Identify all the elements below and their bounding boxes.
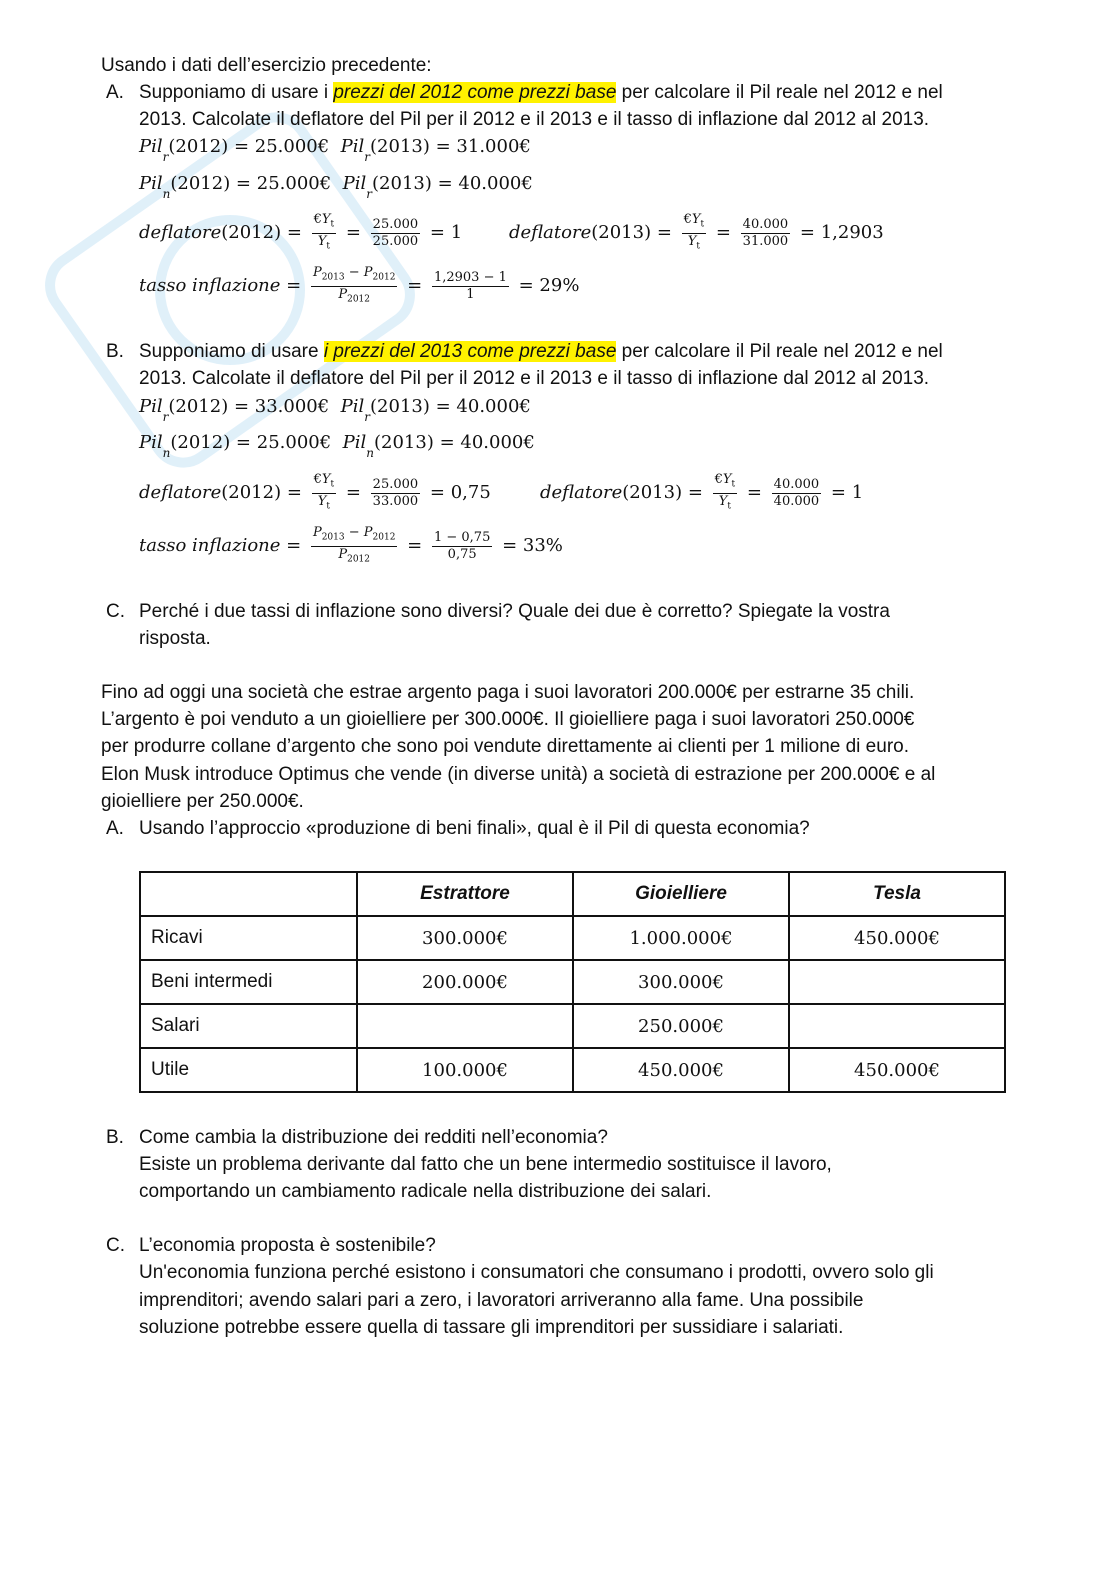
part-a-question-line2: 2013. Calcolate il deflatore del Pil per il 2012 e il 2013 e il tasso di inflazione dal 2012 al 2013. <box>139 109 930 130</box>
part-a-pil-real: Pil$_r$(2012) = 25.000€ Pil$_r$(2013) = 31.000€ <box>139 136 531 164</box>
table-cell: 450.000€ <box>789 916 1005 960</box>
ex2-paragraph-line: L’argento è poi venduto a un gioielliere per 300.000€. Il gioielliere paga i suoi lavoratori 250.000€ <box>101 709 915 730</box>
table-cell: 300.000€ <box>357 916 573 960</box>
table-header-cell: Estrattore <box>357 872 573 916</box>
table-header-cell: Gioielliere <box>573 872 789 916</box>
part-b-pil-real: Pil$_r$(2012) = 33.000€ Pil$_r$(2013) = 40.000€ <box>139 396 531 424</box>
table-row <box>140 916 1005 960</box>
ex2-paragraph-line: gioielliere per 250.000€. <box>101 791 304 812</box>
ex2-paragraph-line: per produrre collane d’argento che sono poi vendute direttamente ai clienti per 1 milione di euro. <box>101 736 909 757</box>
ex2-paragraph-line: Elon Musk introduce Optimus che vende (in diverse unità) a società di estrazione per 200.000€ e al <box>101 764 936 785</box>
ex2-c-question: L’economia proposta è sostenibile? <box>139 1235 436 1256</box>
table-header-row <box>140 872 1005 916</box>
table-cell: 1.000.000€ <box>573 916 789 960</box>
part-b-deflator-2012: deflatore(2012) = $\frac{€Y_t}{Y_t}$ = $\frac{25.000}{33.000}$ = 0,75 <box>139 472 491 512</box>
part-a-marker: A. <box>106 82 124 103</box>
ex2-c-answer-line: soluzione potrebbe essere quella di tassare gli imprenditori per sussidiare i salariati. <box>139 1317 844 1338</box>
ex2-a-question: Usando l’approccio «produzione di beni finali», qual è il Pil di questa economia? <box>139 818 810 839</box>
part-b-marker: B. <box>106 341 124 362</box>
part-c-question-line1: Perché i due tassi di inflazione sono diversi? Quale dei due è corretto? Spiegate la vostra <box>139 601 890 622</box>
part-b-highlight: i prezzi del 2013 come prezzi base <box>323 341 617 362</box>
intro-text: Usando i dati dell’esercizio precedente: <box>101 55 432 76</box>
ex2-a-marker: A. <box>106 818 124 839</box>
ex2-b-marker: B. <box>106 1127 124 1148</box>
part-b-question-line2: 2013. Calcolate il deflatore del Pil per il 2012 e il 2013 e il tasso di inflazione dal 2012 al 2013. <box>139 368 930 389</box>
ex2-b-question: Come cambia la distribuzione dei redditi nell’economia? <box>139 1127 608 1148</box>
table-row <box>140 1004 1005 1048</box>
table-cell <box>789 1004 1005 1048</box>
ex2-b-answer-line: Esiste un problema derivante dal fatto che un bene intermedio sostituisce il lavoro, <box>139 1154 832 1175</box>
ex2-c-answer-line: Un'economia funziona perché esistono i consumatori che consumano i prodotti, ovvero solo gli <box>139 1262 934 1283</box>
part-a-highlight: prezzi del 2012 come prezzi base <box>333 82 617 103</box>
table-header-cell: Tesla <box>789 872 1005 916</box>
row-label: Ricavi <box>140 916 357 960</box>
table-cell: 250.000€ <box>573 1004 789 1048</box>
part-c-marker: C. <box>106 601 125 622</box>
part-a-deflator-2013: deflatore(2013) = $\frac{€Y_t}{Y_t}$ = $\frac{40.000}{31.000}$ = 1,2903 <box>509 212 884 252</box>
ex2-c-answer-line: imprenditori; avendo salari pari a zero, i lavoratori arriveranno alla fame. Una possibile <box>139 1290 864 1311</box>
part-a-deflator-2012: deflatore(2012) = $\frac{€Y_t}{Y_t}$ = $\frac{25.000}{25.000}$ = 1 <box>139 212 463 252</box>
table-header-cell <box>140 872 357 916</box>
table-row <box>140 960 1005 1004</box>
part-a-question: Supponiamo di usare i prezzi del 2012 come prezzi base per calcolare il Pil reale nel 2012 e nel <box>139 82 943 103</box>
part-a-inflation: tasso inflazione = $\frac{P_{2013} - P_{2012}}{P_{2012}}$ = $\frac{1,2903 - 1}{1}$ = 29% <box>139 265 580 305</box>
ex2-b-answer-line: comportando un cambiamento radicale nella distribuzione dei salari. <box>139 1181 712 1202</box>
part-c-question-line2: risposta. <box>139 628 211 649</box>
income-table <box>139 871 1006 1093</box>
part-b-deflator-2013: deflatore(2013) = $\frac{€Y_t}{Y_t}$ = $\frac{40.000}{40.000}$ = 1 <box>540 472 864 512</box>
row-label: Utile <box>140 1048 357 1092</box>
row-label: Salari <box>140 1004 357 1048</box>
table-cell: 300.000€ <box>573 960 789 1004</box>
table-cell: 450.000€ <box>573 1048 789 1092</box>
table-cell: 100.000€ <box>357 1048 573 1092</box>
part-b-inflation: tasso inflazione = $\frac{P_{2013} - P_{2012}}{P_{2012}}$ = $\frac{1 - 0,75}{0,75}$ = 33% <box>139 525 563 565</box>
part-a-pil-nominal: Pil$_n$(2012) = 25.000€ Pil$_r$(2013) = 40.000€ <box>139 173 533 201</box>
table-row <box>140 1048 1005 1092</box>
ex2-paragraph-line: Fino ad oggi una società che estrae argento paga i suoi lavoratori 200.000€ per estrarne 35 chili. <box>101 682 915 703</box>
table-cell: 200.000€ <box>357 960 573 1004</box>
part-b-pil-nominal: Pil$_n$(2012) = 25.000€ Pil$_n$(2013) = 40.000€ <box>139 432 535 460</box>
table-cell <box>357 1004 573 1048</box>
part-b-question: Supponiamo di usare i prezzi del 2013 come prezzi base per calcolare il Pil reale nel 2012 e nel <box>139 341 943 362</box>
table-cell <box>789 960 1005 1004</box>
table-cell: 450.000€ <box>789 1048 1005 1092</box>
row-label: Beni intermedi <box>140 960 357 1004</box>
ex2-c-marker: C. <box>106 1235 125 1256</box>
